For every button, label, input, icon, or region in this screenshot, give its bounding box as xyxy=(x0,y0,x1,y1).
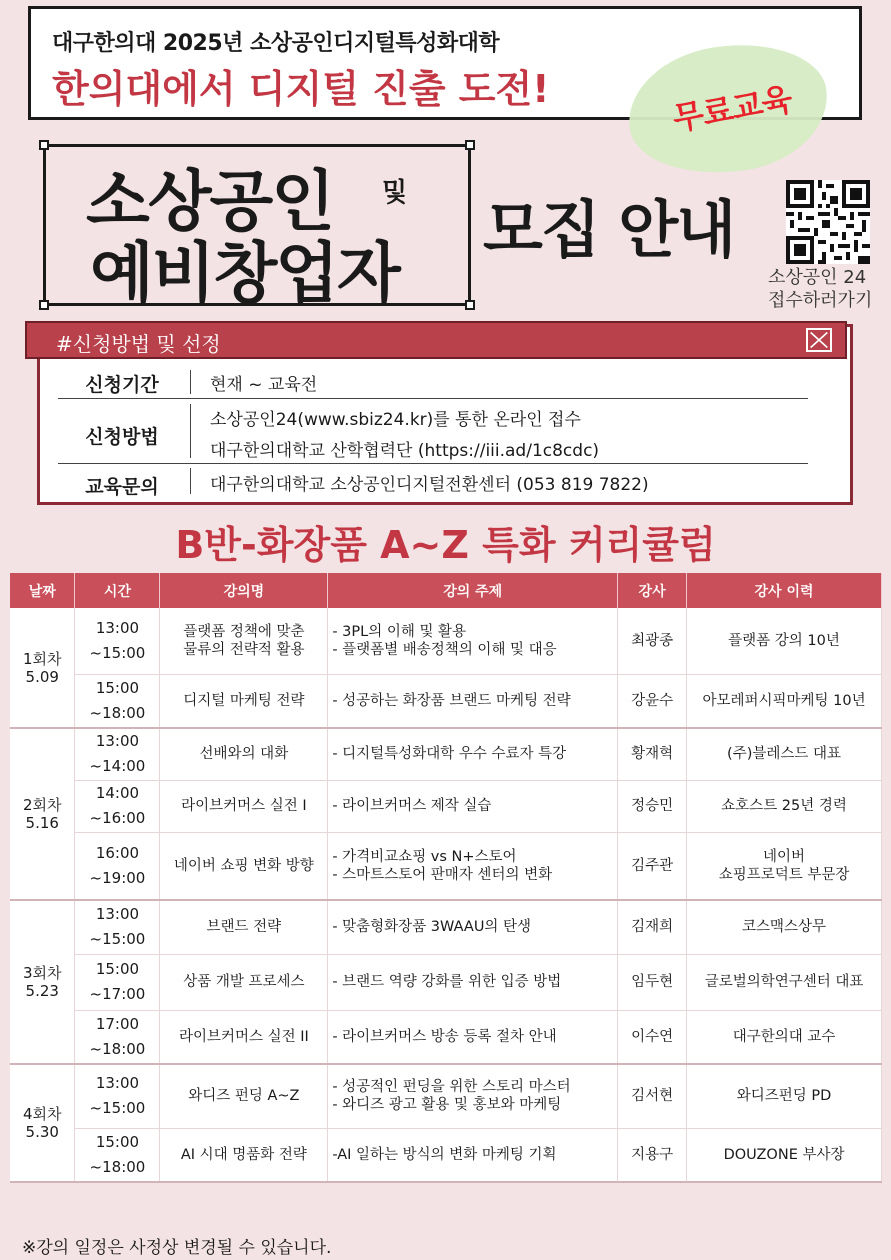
career-cell xyxy=(687,608,882,674)
instructor-cell-line: 정승민 xyxy=(631,798,674,814)
time-cell xyxy=(75,900,160,954)
instructor-cell-line: 김재희 xyxy=(631,919,674,936)
table-row xyxy=(10,832,882,900)
table-row xyxy=(10,1128,882,1182)
time-cell-line: 13:00 xyxy=(95,618,140,637)
method-value-online: 소상공인24(www.sbiz24.kr)를 통한 온라인 접수 xyxy=(210,410,581,430)
topic-cell-line: - 3PL의 이해 및 활용 xyxy=(332,623,467,640)
course-cell-line: 상품 개발 프로세스 xyxy=(183,974,305,990)
period-value: 현재 ~ 교육전 xyxy=(210,375,318,395)
header-subtitle: 대구한의대 2025년 소상공인디지털특성화대학 xyxy=(52,31,500,56)
instructor-cell-line: 최광종 xyxy=(631,632,674,649)
table-row xyxy=(10,780,882,832)
time-cell xyxy=(75,1064,160,1128)
column-header: 강사 xyxy=(618,573,687,608)
qr-code-icon[interactable] xyxy=(786,180,870,264)
time-cell xyxy=(75,674,160,728)
time-cell xyxy=(75,780,160,832)
column-header: 강의 주제 xyxy=(328,573,618,608)
topic-cell-line: -AI 일하는 방식의 변화 마케팅 기획 xyxy=(332,1146,557,1163)
schedule-note: ※강의 일정은 사정상 변경될 수 있습니다. xyxy=(22,1238,332,1258)
curriculum-title: B반-화장품 A~Z 특화 커리큘럼 xyxy=(175,523,716,567)
time-cell-line: ~19:00 xyxy=(89,868,146,887)
session-label-line: 1회차 xyxy=(22,649,62,668)
session-label-line: 4회차 xyxy=(22,1105,62,1123)
course-cell-line: 선배와의 대화 xyxy=(199,746,289,763)
session-label-line: 5.23 xyxy=(25,982,59,1000)
topic-cell-line: - 플랫폼별 배송정책의 이해 및 대응 xyxy=(332,641,557,658)
time-cell-line: ~17:00 xyxy=(89,985,146,1003)
table-row xyxy=(10,608,882,674)
curriculum-table xyxy=(10,573,882,1183)
table-row xyxy=(10,1010,882,1064)
time-cell-line: ~18:00 xyxy=(89,1157,146,1176)
table-row xyxy=(10,728,882,780)
course-cell-line: 와디즈 펀딩 A~Z xyxy=(188,1088,300,1105)
table-row xyxy=(10,1064,882,1128)
course-cell-line: 플랫폼 정책에 맞춘 xyxy=(183,623,305,640)
instructor-cell-line: 황재혁 xyxy=(631,746,674,763)
header-headline: 한의대에서 디지털 진출 도전! xyxy=(52,67,550,111)
time-cell-line: ~15:00 xyxy=(89,930,146,949)
application-info-heading: #신청방법 및 선정 xyxy=(56,332,221,356)
topic-cell-line: - 맞춤형화장품 3WAAU의 탄생 xyxy=(332,919,532,936)
frame-handle xyxy=(39,140,49,150)
topic-cell xyxy=(328,900,618,954)
course-cell xyxy=(160,780,328,832)
course-cell-line: AI 시대 명품화 전략 xyxy=(180,1146,307,1163)
career-cell-line: 코스맥스상무 xyxy=(742,919,827,936)
topic-cell-line: - 디지털특성화대학 우수 수료자 특강 xyxy=(332,746,567,763)
course-cell xyxy=(160,900,328,954)
instructor-cell xyxy=(618,954,687,1010)
career-cell xyxy=(687,954,882,1010)
badge-text: 무료교육 xyxy=(669,79,795,139)
time-cell xyxy=(75,832,160,900)
topic-cell-line: - 라이브커머스 제작 실습 xyxy=(332,798,492,814)
session-label-line: 5.09 xyxy=(25,667,59,686)
session-label xyxy=(10,900,75,1064)
divider xyxy=(58,398,808,399)
course-cell-line: 라이브커머스 실전 II xyxy=(178,1028,309,1045)
topic-cell xyxy=(328,608,618,674)
table-row xyxy=(10,954,882,1010)
time-cell-line: 15:00 xyxy=(95,960,140,978)
table-header-row xyxy=(10,573,882,608)
instructor-cell xyxy=(618,780,687,832)
title-recruitment: 모집 안내 xyxy=(483,193,735,266)
instructor-cell xyxy=(618,1010,687,1064)
table-row xyxy=(10,674,882,728)
career-cell-line: 대구한의대 교수 xyxy=(732,1028,836,1045)
session-label-line: 5.16 xyxy=(25,814,59,832)
topic-cell xyxy=(328,780,618,832)
time-cell-line: ~15:00 xyxy=(89,1099,146,1118)
qr-caption-line2: 접수하러가기 xyxy=(768,290,873,311)
career-cell-line: 플랫폼 강의 10년 xyxy=(728,632,840,649)
career-cell-line: DOUZONE 부사장 xyxy=(723,1146,845,1163)
instructor-cell-line: 이수연 xyxy=(631,1028,674,1045)
topic-cell-line: - 스마트스토어 판매자 센터의 변화 xyxy=(332,866,553,883)
course-cell xyxy=(160,728,328,780)
topic-cell-line: - 성공적인 펀딩을 위한 스토리 마스터 xyxy=(332,1079,571,1096)
career-cell xyxy=(687,900,882,954)
instructor-cell-line: 김주관 xyxy=(631,857,674,874)
time-cell-line: ~15:00 xyxy=(89,643,146,662)
divider xyxy=(58,463,808,464)
career-cell xyxy=(687,1064,882,1128)
time-cell xyxy=(75,1128,160,1182)
career-cell-line: 네이버 xyxy=(763,848,806,865)
session-label-line: 3회차 xyxy=(22,964,62,982)
frame-handle xyxy=(39,300,49,310)
career-cell-line: (주)블레스드 대표 xyxy=(727,746,842,763)
column-header: 강사 이력 xyxy=(687,573,882,608)
time-cell-line: 15:00 xyxy=(95,1132,140,1151)
career-cell xyxy=(687,832,882,900)
time-cell xyxy=(75,1010,160,1064)
time-cell-line: ~14:00 xyxy=(89,757,146,776)
topic-cell-line: - 라이브커머스 방송 등록 절차 안내 xyxy=(332,1028,557,1045)
instructor-cell xyxy=(618,832,687,900)
session-label xyxy=(10,728,75,900)
career-cell-line: 와디즈펀딩 PD xyxy=(736,1088,832,1105)
instructor-cell-line: 임두현 xyxy=(631,974,674,990)
course-cell xyxy=(160,608,328,674)
instructor-cell xyxy=(618,900,687,954)
qr-caption-line1: 소상공인 24 xyxy=(768,267,867,288)
time-cell-line: ~18:00 xyxy=(89,1039,146,1058)
course-cell-line: 브랜드 전략 xyxy=(206,919,282,936)
method-label: 신청방법 xyxy=(85,426,159,448)
inquiry-value: 대구한의대학교 소상공인디지털전환센터 (053 819 7822) xyxy=(210,475,649,495)
title-line2: 예비창업자 xyxy=(90,235,399,312)
curriculum-body xyxy=(10,608,882,1182)
time-cell-line: 16:00 xyxy=(95,843,140,862)
frame-handle xyxy=(465,140,475,150)
topic-cell-line: - 와디즈 광고 활용 및 홍보와 마케팅 xyxy=(332,1097,562,1114)
topic-cell xyxy=(328,954,618,1010)
instructor-cell xyxy=(618,728,687,780)
course-cell-line: 라이브커머스 실전 I xyxy=(181,798,307,814)
method-value-office: 대구한의대학교 산학협력단 (https://iii.ad/1c8cdc) xyxy=(210,441,600,461)
frame-handle xyxy=(465,300,475,310)
time-cell-line: 14:00 xyxy=(95,784,140,802)
topic-cell xyxy=(328,1064,618,1128)
topic-cell xyxy=(328,1010,618,1064)
career-cell xyxy=(687,780,882,832)
course-cell-line: 디지털 마케팅 전략 xyxy=(183,692,305,709)
topic-cell-line: - 가격비교쇼핑 vs N+스토어 xyxy=(332,848,517,865)
topic-cell xyxy=(328,674,618,728)
divider xyxy=(190,468,191,494)
career-cell-line: 쇼호스트 25년 경력 xyxy=(721,798,847,814)
instructor-cell xyxy=(618,674,687,728)
career-cell-line: 아모레퍼시픽마케팅 10년 xyxy=(702,692,866,709)
topic-cell-line: - 브랜드 역량 강화를 위한 입증 방법 xyxy=(332,974,562,990)
course-cell xyxy=(160,954,328,1010)
career-cell xyxy=(687,674,882,728)
career-cell xyxy=(687,728,882,780)
title-and: 및 xyxy=(382,178,408,208)
topic-cell-line: - 성공하는 화장품 브랜드 마케팅 전략 xyxy=(332,692,571,709)
table-row xyxy=(10,900,882,954)
course-cell xyxy=(160,1010,328,1064)
instructor-cell-line: 김서현 xyxy=(631,1088,674,1105)
close-icon[interactable] xyxy=(806,328,832,352)
instructor-cell-line: 강윤수 xyxy=(631,692,674,709)
time-cell-line: 13:00 xyxy=(95,732,140,751)
session-label xyxy=(10,608,75,728)
course-cell xyxy=(160,832,328,900)
session-label-line: 2회차 xyxy=(22,796,62,814)
title-line1: 소상공인 xyxy=(86,163,334,240)
topic-cell xyxy=(328,832,618,900)
instructor-cell xyxy=(618,608,687,674)
time-cell xyxy=(75,608,160,674)
course-cell xyxy=(160,1128,328,1182)
divider xyxy=(190,370,191,394)
topic-cell xyxy=(328,728,618,780)
column-header: 날짜 xyxy=(10,573,75,608)
topic-cell xyxy=(328,1128,618,1182)
column-header: 시간 xyxy=(75,573,160,608)
time-cell xyxy=(75,954,160,1010)
inquiry-label: 교육문의 xyxy=(85,476,159,498)
career-cell-line: 글로벌의학연구센터 대표 xyxy=(704,974,864,990)
session-label-line: 5.30 xyxy=(25,1123,59,1141)
time-cell-line: ~18:00 xyxy=(89,703,146,722)
career-cell-line: 쇼핑프로덕트 부문장 xyxy=(718,866,850,883)
course-cell-line: 물류의 전략적 활용 xyxy=(183,641,305,658)
course-cell-line: 네이버 쇼핑 변화 방향 xyxy=(173,857,314,874)
career-cell xyxy=(687,1128,882,1182)
divider xyxy=(190,404,191,458)
time-cell-line: 13:00 xyxy=(95,905,140,924)
course-cell xyxy=(160,674,328,728)
instructor-cell xyxy=(618,1128,687,1182)
time-cell-line: ~16:00 xyxy=(89,809,146,827)
course-cell xyxy=(160,1064,328,1128)
instructor-cell-line: 지용구 xyxy=(631,1146,674,1163)
column-header: 강의명 xyxy=(160,573,328,608)
instructor-cell xyxy=(618,1064,687,1128)
period-label: 신청기간 xyxy=(85,374,159,396)
time-cell-line: 15:00 xyxy=(95,678,140,697)
time-cell-line: 17:00 xyxy=(95,1014,140,1033)
session-label xyxy=(10,1064,75,1182)
free-education-badge xyxy=(628,46,828,172)
time-cell-line: 13:00 xyxy=(95,1074,140,1093)
career-cell xyxy=(687,1010,882,1064)
time-cell xyxy=(75,728,160,780)
